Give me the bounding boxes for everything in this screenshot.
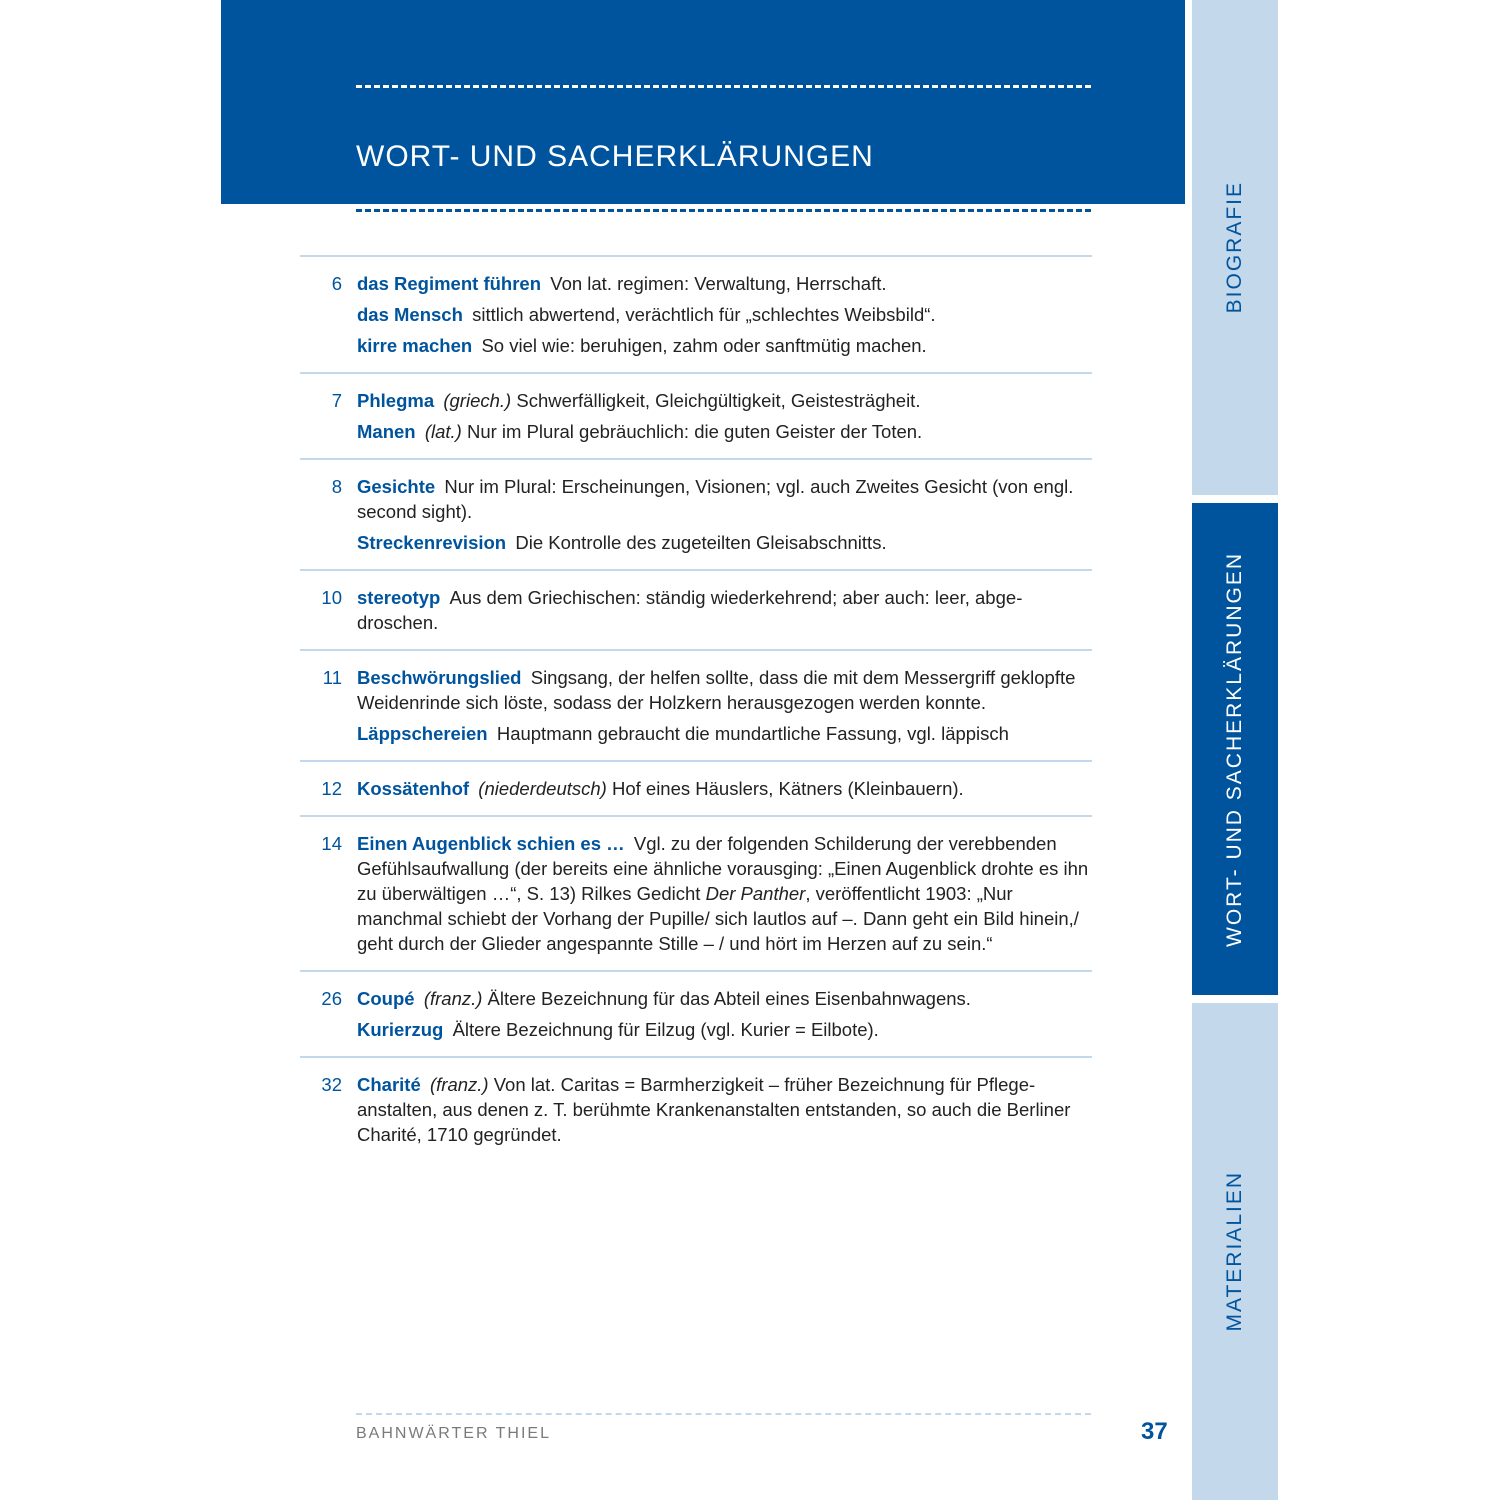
definition: Ältere Bezeichnung für Eilzug (vgl. Kurier = Eilbote). [452,1019,879,1040]
glossary-term: Kurierzug [357,1019,444,1040]
definition: Nur im Plural: Erscheinungen, Visionen; vgl. auch Zweites Gesicht (von engl. second sight). [357,476,1074,522]
glossary-entry [357,585,1092,635]
definition: Singsang, der helfen sollte, dass die mit dem Messergriff geklopfte Weidenrinde sich löste, sodass der Holzkern herausgezogen werden konnte. [357,667,1076,713]
glossary-group [300,458,1092,569]
glossary-entry [357,831,1092,956]
glossary-term: Läppschereien [357,723,488,744]
line-reference: 11 [322,667,342,688]
glossary-term: das Mensch [357,304,463,325]
definition: Hof eines Häuslers, Kätners (Kleinbauern). [611,778,964,799]
origin-note: (griech.) [443,390,512,411]
glossary-term: Streckenrevision [357,532,507,553]
line-reference: 8 [331,476,342,497]
line-reference: 6 [331,273,342,294]
header-dashed-line-top [356,85,1091,88]
line-reference: 14 [321,833,342,854]
glossary-group [300,1056,1092,1147]
tab-biografie[interactable] [1192,0,1278,495]
origin-note: (niederdeutsch) [478,778,607,799]
glossary-term: stereotyp [357,587,441,608]
definition: Hauptmann gebraucht die mundartliche Fassung, vgl. läppisch [496,723,1009,744]
definition: So viel wie: beruhigen, zahm oder sanftmütig machen. [481,335,927,356]
glossary-entry [357,388,1092,413]
definition: sittlich abwertend, verächtlich für „schlechtes Weibsbild“. [472,304,936,325]
header-dashed-line-bottom [356,209,1091,212]
glossary-group [300,649,1092,760]
glossary-entry [357,665,1092,715]
glossary-term: kirre machen [357,335,473,356]
footer-dashed-line [356,1413,1091,1415]
glossary-group [300,372,1092,458]
line-reference: 10 [321,587,342,608]
definition: Von lat. regimen: Verwaltung, Herrschaft. [550,273,887,294]
glossary-group [300,255,1092,372]
glossary-entry [357,776,1092,801]
work-title: Der Panther [705,883,806,904]
tab-wort-und-sacherklaerungen[interactable] [1192,503,1278,995]
glossary-entry [357,1017,1092,1042]
origin-note: (franz.) [423,988,483,1009]
glossary-entry [357,530,1092,555]
glossary-entry [357,721,1092,746]
glossary-group [300,569,1092,649]
footer-page-number: 37 [1141,1418,1168,1445]
glossary-entry [357,419,1092,444]
definition: Von lat. Caritas = Barmherzigkeit – früher Bezeichnung für Pflegeanstalten, aus denen z. T. berühmte Krankenanstalten entstanden, so auch die Berliner Charité, 1710 gegründet. [357,1074,1071,1145]
glossary-term: Manen [357,421,416,442]
glossary-term: Kossätenhof [357,778,470,799]
glossary-entry [357,1072,1092,1147]
line-reference: 7 [331,390,342,411]
origin-note: (lat.) [424,421,462,442]
definition: Vgl. zu der folgenden Schilderung der verebbenden Gefühlsaufwallung (der bereits eine ähnliche vorausging: „Einen Augenblick drohte es ihn zu überwältigen …“, S. 13) Rilkes Gedicht [357,833,1089,904]
origin-note: (franz.) [430,1074,489,1095]
definition: Nur im Plural gebräuchlich: die guten Geister der Toten. [466,421,923,442]
glossary-group [300,970,1092,1056]
definition: Schwerfälligkeit, Gleichgültigkeit, Geistesträgheit. [516,390,921,411]
glossary-group [300,760,1092,815]
line-reference: 12 [321,778,342,799]
footer-book-title: BAHNWÄRTER THIEL [356,1425,551,1442]
glossary-group [300,815,1092,970]
glossary-entry [357,474,1092,524]
glossary-entry [357,986,1092,1011]
glossary-term: Charité [357,1074,421,1095]
glossary-entry [357,302,1092,327]
tab-label: MATERIALIEN [1223,1171,1246,1332]
glossary-term: Coupé [357,988,415,1009]
section-tabs [1192,0,1278,1500]
line-reference: 32 [321,1074,342,1095]
tab-materialien[interactable] [1192,1003,1278,1500]
glossary-entry [357,271,1092,296]
definition: Die Kontrolle des zugeteilten Gleisabschnitts. [515,532,887,553]
page-title: WORT- UND SACHERKLÄRUNGEN [356,140,874,173]
glossary-term: Phlegma [357,390,435,411]
glossary-term: Einen Augenblick schien es … [357,833,625,854]
definition: Ältere Bezeichnung für das Abteil eines Eisenbahnwagens. [487,988,971,1009]
definition-continued: , veröffentlicht 1903: „Nur manchmal schiebt der Vorhang der Pupille/ sich lautlos auf –. Dann geht ein Bild hinein,/ geht durch der Glieder angespannte Stille – / und hört im Herzen auf zu sein.“ [357,883,1079,954]
glossary-term: das Regiment führen [357,273,541,294]
tab-label: WORT- UND SACHERKLÄRUNGEN [1223,551,1246,947]
glossary-term: Beschwörungslied [357,667,522,688]
definition: Aus dem Griechischen: ständig wiederkehrend; aber auch: leer, abgedroschen. [357,587,1023,633]
glossary-list [300,255,1092,1147]
glossary-entry [357,333,1092,358]
tab-label: BIOGRAFIE [1223,181,1246,314]
glossary-term: Gesichte [357,476,436,497]
line-reference: 26 [321,988,342,1009]
